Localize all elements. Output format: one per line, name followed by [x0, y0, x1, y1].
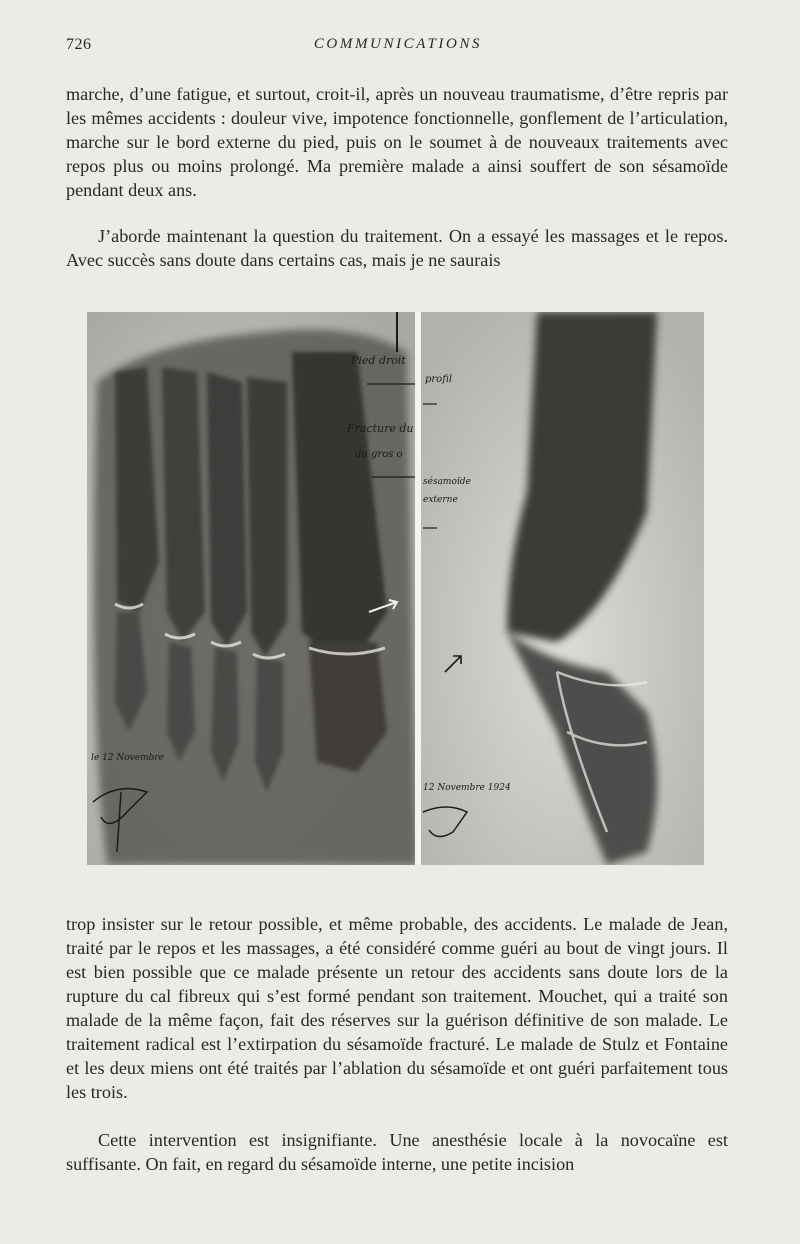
annotation-sesamoide: sésamoïde — [423, 477, 471, 487]
page-header — [66, 36, 730, 60]
panel-divider — [415, 312, 421, 865]
radiograph-image — [87, 312, 704, 865]
body-paragraph: trop insister sur le retour possible, et même probable, des accidents. Le malade de Jean, traité par le repos et les massages, a été considéré comme guéri au bout de vingt jours. Il est bien possible que ce malade présente un retour des accidents sans doute lors de la rupture du cal fibreux qui s’est formé pendant son traitement. Mouchet, qui a traité son malade de la même façon, fait des réserves sur la guérison définitive de son malade. Le traitement radical est l’extirpation du sésamoïde fracturé. Le malade de Stulz et Fontaine et les deux miens ont été traités par l’ablation du sésamoïde et ont guéri parfaitement tous les trois. — [66, 914, 728, 1102]
annotation-externe: externe — [423, 495, 458, 505]
running-title: COMMUNICATIONS — [313, 36, 483, 52]
body-paragraph: Cette intervention est insignifiante. Une anesthésie locale à la novocaïne est suffisante. On fait, en regard du sésamoïde interne, une petite incision — [66, 1130, 728, 1174]
annotation-fracture: Fracture du — [347, 422, 414, 435]
page-number: 726 — [66, 36, 92, 53]
radiograph-figure — [87, 312, 704, 865]
annotation-date-right: 12 Novembre 1924 — [423, 783, 511, 793]
annotation-gros-orteil: du gros o — [355, 449, 403, 460]
body-paragraph: marche, d’une fatigue, et surtout, croit-il, après un nouveau traumatisme, d’être repris par les mêmes accidents : douleur vive, impotence fonctionnelle, gonflement de l’articulation, marche sur le bord externe du pied, puis on le soumet à de nouveaux traitements avec repos plus ou moins prolongé. Ma première malade a ainsi souffert de son sésamoïde pendant deux ans. — [66, 84, 728, 200]
annotation-profil: profil — [425, 374, 453, 385]
annotation-date-left: le 12 Novembre — [91, 753, 165, 763]
annotation-pied-droit: Pied droit — [351, 354, 406, 367]
body-paragraph: J’aborde maintenant la question du traitement. On a essayé les massages et le repos. Avec succès sans doute dans certains cas, mais je ne saurais — [66, 226, 728, 270]
